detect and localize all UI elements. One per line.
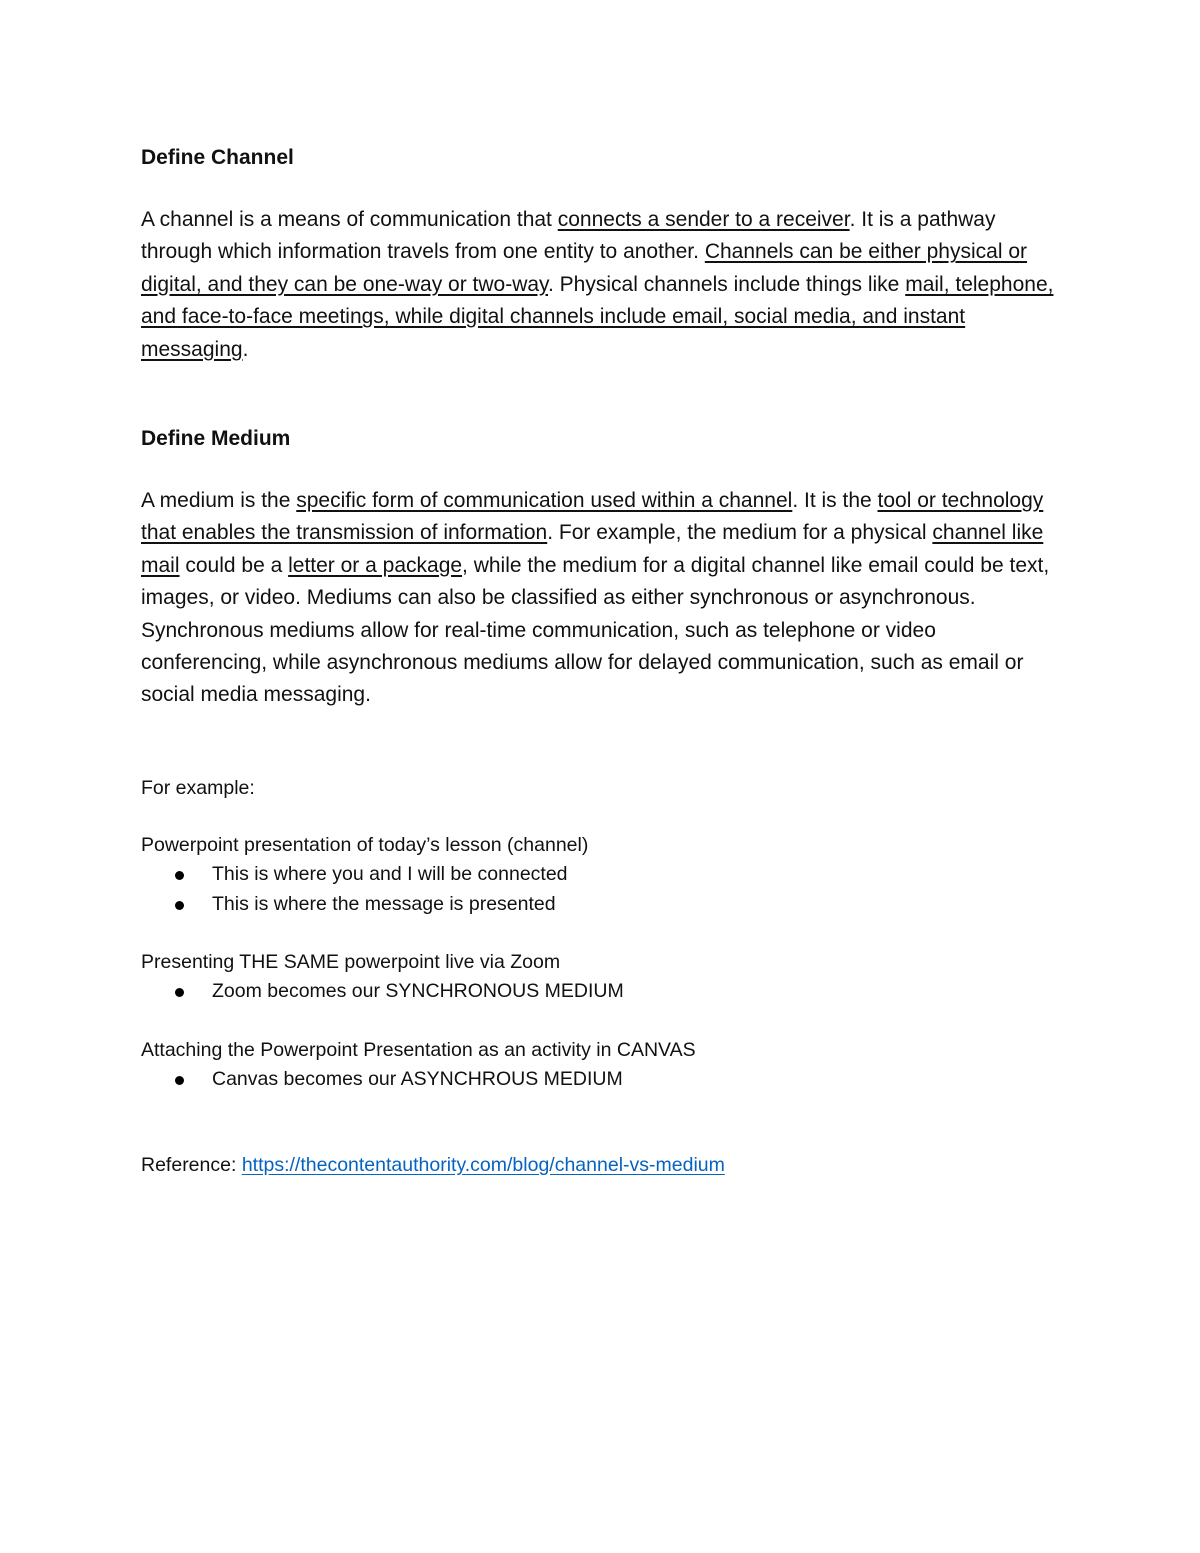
example-bullet-list xyxy=(141,977,624,1007)
example-bullet-list xyxy=(141,860,568,919)
text-run: . For example, the medium for a physical xyxy=(547,521,933,545)
text-run: . It is a pathway through which information travels from one entity to another. xyxy=(141,208,996,264)
list-item xyxy=(141,1065,623,1095)
list-item-text: Zoom becomes our SYNCHRONOUS MEDIUM xyxy=(212,980,624,1002)
text-run: . It is the xyxy=(792,489,878,512)
list-item xyxy=(141,860,568,890)
heading-define-medium: Define Medium xyxy=(141,427,291,450)
example-group-title: Attaching the Powerpoint Presentation as an activity in CANVAS xyxy=(141,1039,696,1061)
text-run: could be a xyxy=(179,553,289,577)
bullet-icon xyxy=(175,871,184,880)
underlined-text: channel like mail xyxy=(141,521,1044,577)
list-item xyxy=(141,890,568,920)
text-run: , while the medium for a digital channel like email could be text, images, or video. Mediums can also be classified as either synchronous or asynchronous. Synchronous mediums allow for real-time communication, such as telephone or video conferencing, while asynchronous mediums allow for delayed communication, such as email or social media messaging. xyxy=(141,553,1050,707)
text-run: A channel is a means of communication that xyxy=(141,208,558,231)
text-run: . Physical channels include things like xyxy=(548,272,906,296)
list-item-text: This is where the message is presented xyxy=(212,892,556,915)
paragraph-channel-definition xyxy=(141,204,1066,366)
reference-link[interactable]: https://thecontentauthority.com/blog/channel-vs-medium xyxy=(241,1154,725,1176)
underlined-text: specific form of communication used within a channel xyxy=(296,489,793,512)
text-run: A medium is the xyxy=(141,489,297,512)
reference-label: Reference: xyxy=(141,1154,242,1176)
heading-define-channel: Define Channel xyxy=(141,146,294,169)
paragraph-medium-definition xyxy=(141,485,1066,712)
underlined-text: mail, telephone, and face-to-face meetings, while digital channels include email, social media, and instant messaging xyxy=(141,272,1054,361)
reference-line xyxy=(141,1152,725,1178)
bullet-icon xyxy=(175,1076,184,1085)
text-run: . xyxy=(242,337,249,361)
list-item-text: Canvas becomes our ASYNCHROUS MEDIUM xyxy=(212,1068,623,1090)
document-page xyxy=(141,0,1066,1553)
underlined-text: connects a sender to a receiver xyxy=(557,208,850,231)
example-group-title: Powerpoint presentation of today’s lesson (channel) xyxy=(141,834,589,856)
underlined-text: tool or technology that enables the transmission of information xyxy=(141,489,1044,545)
list-item-text: This is where you and I will be connected xyxy=(212,863,568,885)
examples-intro: For example: xyxy=(141,777,255,799)
example-group-title: Presenting THE SAME powerpoint live via Zoom xyxy=(141,951,561,973)
underlined-text: Channels can be either physical or digital, and they can be one-way or two-way xyxy=(141,240,1028,296)
example-bullet-list xyxy=(141,1065,623,1095)
underlined-text: letter or a package xyxy=(288,553,463,577)
list-item xyxy=(141,977,624,1007)
bullet-icon xyxy=(175,901,184,910)
bullet-icon xyxy=(175,988,184,997)
